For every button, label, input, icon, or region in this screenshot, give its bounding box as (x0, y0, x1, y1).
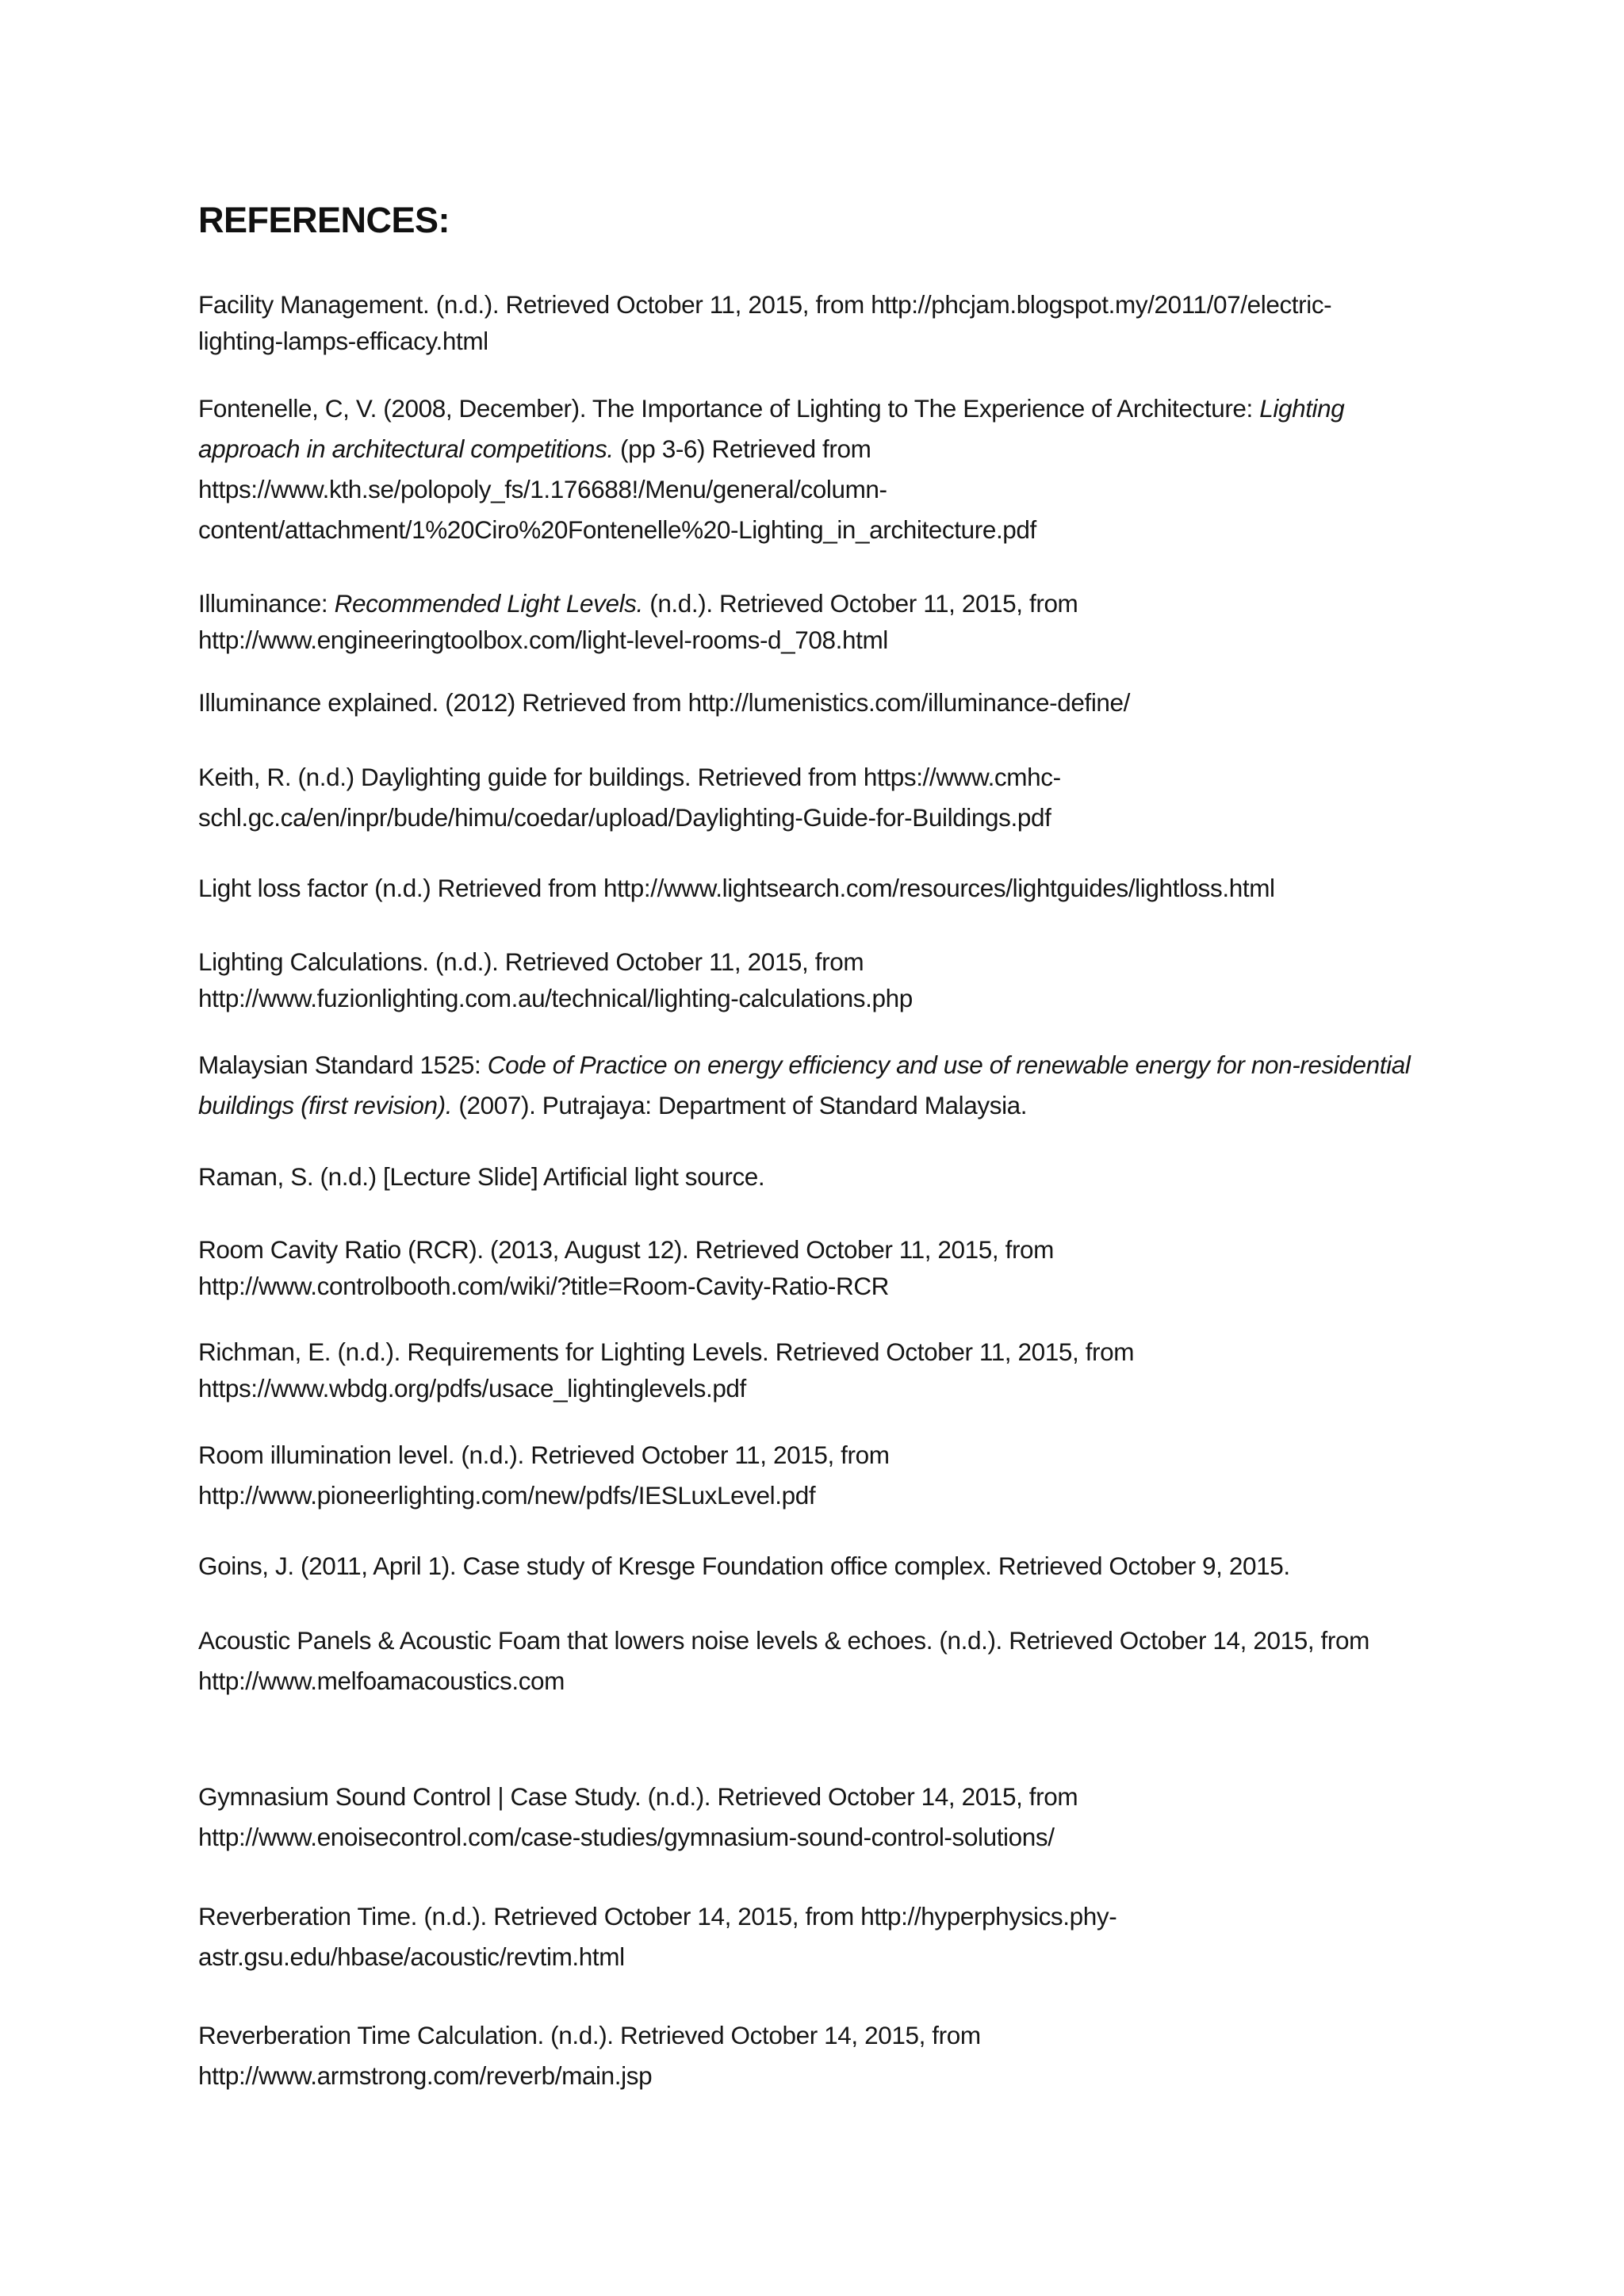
reference-text: http://www.engineeringtoolbox.com/light-level-rooms-d_708.html (198, 626, 888, 654)
reference-line (198, 1435, 1483, 1475)
reference-entry (198, 1435, 1483, 1516)
reference-line (198, 1896, 1483, 1937)
reference-text: Malaysian Standard 1525: (198, 1050, 488, 1079)
references-heading: REFERENCES: (198, 200, 450, 240)
reference-line (198, 1045, 1483, 1085)
reference-text: http://www.controlbooth.com/wiki/?title=Room-Cavity-Ratio-RCR (198, 1272, 890, 1300)
reference-line (198, 388, 1483, 429)
reference-text: Reverberation Time Calculation. (n.d.). Retrieved October 14, 2015, from (198, 2021, 981, 2049)
reference-italic-text: Lighting (1259, 394, 1345, 423)
reference-entry (198, 1158, 1483, 1195)
reference-text: Fontenelle, C, V. (2008, December). The Importance of Lighting to The Experience of Architecture: (198, 394, 1260, 423)
reference-entry (198, 388, 1483, 550)
reference-text: (pp 3-6) Retrieved from (613, 434, 871, 463)
reference-entry (198, 1334, 1483, 1406)
reference-text: Illuminance: (198, 589, 335, 618)
reference-entry (198, 1548, 1483, 1584)
reference-entry (198, 585, 1483, 658)
reference-text: https://www.kth.se/polopoly_fs/1.176688!/Menu/general/column- (198, 475, 887, 503)
reference-line (198, 510, 1483, 550)
reference-entry (198, 870, 1483, 906)
reference-text: Illuminance explained. (2012) Retrieved from http://lumenistics.com/illuminance-define/ (198, 688, 1131, 717)
reference-line (198, 323, 1483, 359)
reference-text: content/attachment/1%20Ciro%20Fontenelle%20-Lighting_in_architecture.pdf (198, 515, 1036, 544)
reference-text: https://www.wbdg.org/pdfs/usace_lightinglevels.pdf (198, 1374, 746, 1402)
reference-text: http://www.pioneerlighting.com/new/pdfs/IESLuxLevel.pdf (198, 1481, 816, 1510)
reference-entry (198, 1045, 1483, 1126)
reference-line (198, 1548, 1483, 1584)
reference-entry (198, 1621, 1483, 1701)
reference-line (198, 1158, 1483, 1195)
reference-text: http://www.melfoamacoustics.com (198, 1667, 565, 1695)
reference-line (198, 943, 1483, 980)
reference-line (198, 1370, 1483, 1406)
reference-text: http://www.fuzionlighting.com.au/technical/lighting-calculations.php (198, 984, 913, 1012)
reference-line (198, 429, 1483, 469)
reference-text: (n.d.). Retrieved October 11, 2015, from (642, 589, 1078, 618)
reference-line (198, 1661, 1483, 1701)
reference-text: Room Cavity Ratio (RCR). (2013, August 12). Retrieved October 11, 2015, from (198, 1235, 1054, 1264)
reference-line (198, 684, 1483, 721)
reference-line (198, 798, 1483, 838)
reference-line (198, 585, 1483, 622)
reference-text: Raman, S. (n.d.) [Lecture Slide] Artificial light source. (198, 1162, 765, 1191)
reference-entry (198, 757, 1483, 838)
reference-line (198, 1268, 1483, 1304)
reference-italic-text: Code of Practice on energy efficiency and use of renewable energy for non-residential (487, 1050, 1411, 1079)
reference-line (198, 1475, 1483, 1516)
reference-text: lighting-lamps-efficacy.html (198, 327, 488, 355)
reference-line (198, 2015, 1483, 2056)
reference-line (198, 1085, 1483, 1126)
reference-entry (198, 1896, 1483, 1977)
reference-line (198, 1777, 1483, 1817)
reference-italic-text: buildings (first revision). (198, 1091, 453, 1119)
reference-text: Gymnasium Sound Control | Case Study. (n.d.). Retrieved October 14, 2015, from (198, 1782, 1078, 1811)
reference-text: Facility Management. (n.d.). Retrieved October 11, 2015, from http://phcjam.blogspot.my/2011/07/electric- (198, 290, 1332, 319)
reference-text: Room illumination level. (n.d.). Retrieved October 11, 2015, from (198, 1441, 890, 1469)
reference-text: Lighting Calculations. (n.d.). Retrieved October 11, 2015, from (198, 947, 864, 976)
reference-entry (198, 2015, 1483, 2096)
reference-line (198, 1937, 1483, 1977)
reference-line (198, 2056, 1483, 2096)
reference-text: Keith, R. (n.d.) Daylighting guide for buildings. Retrieved from https://www.cmhc- (198, 763, 1061, 791)
reference-text: (2007). Putrajaya: Department of Standard Malaysia. (452, 1091, 1028, 1119)
reference-line (198, 1334, 1483, 1370)
reference-entry (198, 684, 1483, 721)
reference-entry (198, 286, 1483, 359)
reference-entry (198, 1231, 1483, 1304)
reference-entry (198, 943, 1483, 1016)
reference-line (198, 622, 1483, 658)
reference-line (198, 286, 1483, 323)
reference-text: http://www.armstrong.com/reverb/main.jsp (198, 2061, 653, 2090)
reference-text: Richman, E. (n.d.). Requirements for Lighting Levels. Retrieved October 11, 2015, from (198, 1337, 1135, 1366)
reference-line (198, 1621, 1483, 1661)
reference-text: schl.gc.ca/en/inpr/bude/himu/coedar/upload/Daylighting-Guide-for-Buildings.pdf (198, 803, 1051, 832)
reference-text: Goins, J. (2011, April 1). Case study of Kresge Foundation office complex. Retrieved October 9, 2015. (198, 1552, 1290, 1580)
reference-line (198, 469, 1483, 510)
reference-line (198, 980, 1483, 1016)
reference-text: http://www.enoisecontrol.com/case-studies/gymnasium-sound-control-solutions/ (198, 1823, 1055, 1851)
reference-entry (198, 1777, 1483, 1858)
reference-text: Acoustic Panels & Acoustic Foam that lowers noise levels & echoes. (n.d.). Retrieved October 14, 2015, from (198, 1626, 1369, 1655)
reference-line (198, 1231, 1483, 1268)
reference-italic-text: approach in architectural competitions. (198, 434, 614, 463)
reference-line (198, 757, 1483, 798)
reference-text: Reverberation Time. (n.d.). Retrieved October 14, 2015, from http://hyperphysics.phy- (198, 1902, 1117, 1931)
reference-text: astr.gsu.edu/hbase/acoustic/revtim.html (198, 1942, 625, 1971)
reference-italic-text: Recommended Light Levels. (334, 589, 643, 618)
reference-text: Light loss factor (n.d.) Retrieved from http://www.lightsearch.com/resources/lightguides/lightloss.html (198, 874, 1275, 902)
reference-line (198, 1817, 1483, 1858)
reference-line (198, 870, 1483, 906)
